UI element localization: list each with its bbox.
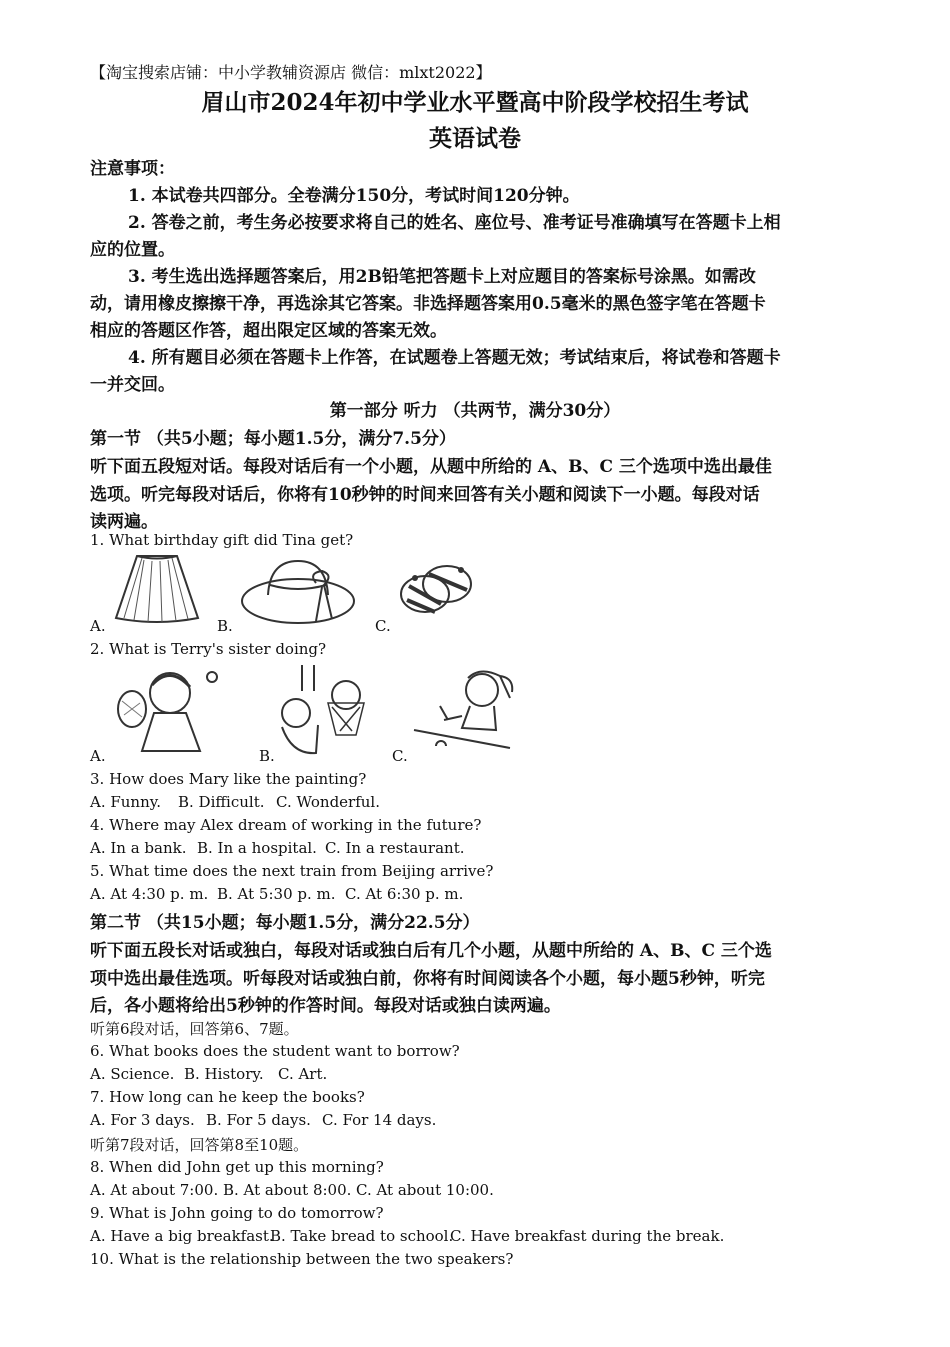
notice-item-2a: 2. 答卷之前，考生务必按要求将自己的姓名、座位号、准考证号准确填写在答题卡上相	[128, 213, 781, 233]
q9-option-c: C. Have breakfast during the break.	[450, 1227, 725, 1245]
q2-option-a: A.	[90, 747, 106, 765]
q1-option-a: A.	[90, 617, 106, 635]
q2-option-c: C.	[392, 747, 408, 765]
section1-instruction-a: 听下面五段短对话。每段对话后有一个小题，从题中所给的 A、B、C 三个选项中选出最佳	[90, 457, 772, 477]
dialogue-6-instruction: 听第6段对话，回答第6、7题。	[90, 1020, 299, 1038]
q4-option-a: A. In a bank.	[90, 839, 187, 857]
notice-item-4a: 4. 所有题目必须在答题卡上作答，在试题卷上答题无效；考试结束后，将试卷和答题卡	[128, 348, 781, 368]
girl-planting-picture	[410, 668, 518, 752]
q6-option-b: B. History.	[184, 1065, 264, 1083]
q7-option-b: B. For 5 days.	[206, 1111, 311, 1129]
sandals-picture	[395, 556, 477, 622]
q7-option-c: C. For 14 days.	[322, 1111, 437, 1129]
notice-item-1: 1. 本试卷共四部分。全卷满分150分，考试时间120分钟。	[128, 186, 580, 206]
q6-option-c: C. Art.	[278, 1065, 328, 1083]
question-10: 10. What is the relationship between the two speakers?	[90, 1250, 514, 1268]
notice-heading: 注意事项：	[90, 159, 175, 179]
notice-item-3b: 动，请用橡皮擦擦干净，再选涂其它答案。非选择题答案用0.5毫米的黑色签字笔在答题卡	[90, 294, 766, 314]
exam-subtitle: 英语试卷	[429, 125, 521, 152]
question-9: 9. What is John going to do tomorrow?	[90, 1204, 384, 1222]
q3-option-c: C. Wonderful.	[276, 793, 380, 811]
notice-item-2b: 应的位置。	[90, 240, 175, 260]
question-1: 1. What birthday gift did Tina get?	[90, 531, 354, 549]
question-4: 4. Where may Alex dream of working in the future?	[90, 816, 482, 834]
question-7: 7. How long can he keep the books?	[90, 1088, 365, 1106]
question-3: 3. How does Mary like the painting?	[90, 770, 367, 788]
q9-option-b: B. Take bread to school.	[270, 1227, 454, 1245]
q8-option-b: B. At about 8:00.	[223, 1181, 352, 1199]
section2-instruction-a: 听下面五段长对话或独白，每段对话或独白后有几个小题，从题中所给的 A、B、C 三个选	[90, 941, 772, 961]
q1-option-b: B.	[217, 617, 233, 635]
part1-heading: 第一部分 听力 （共两节，满分30分）	[329, 401, 621, 421]
skirt-picture	[112, 552, 202, 624]
section2-heading: 第二节 （共15小题；每小题1.5分，满分22.5分）	[90, 913, 480, 933]
shop-ad: 【淘宝搜索店铺：中小学教辅资源店 微信：mlxt2022】	[90, 63, 492, 82]
notice-item-4b: 一并交回。	[90, 375, 175, 395]
q5-option-b: B. At 5:30 p. m.	[217, 885, 336, 903]
hat-picture	[238, 555, 358, 627]
q5-option-c: C. At 6:30 p. m.	[345, 885, 464, 903]
q8-option-c: C. At about 10:00.	[356, 1181, 494, 1199]
q4-option-b: B. In a hospital.	[197, 839, 317, 857]
question-8: 8. When did John get up this morning?	[90, 1158, 384, 1176]
section2-instruction-b: 项中选出最佳选项。听每段对话或独白前，你将有时间阅读各个小题，每小题5秒钟，听完	[90, 969, 765, 989]
notice-item-3a: 3. 考生选出选择题答案后，用2B铅笔把答题卡上对应题目的答案标号涂黑。如需改	[128, 267, 756, 287]
notice-item-3c: 相应的答题区作答，超出限定区域的答案无效。	[90, 321, 447, 341]
q2-option-b: B.	[259, 747, 275, 765]
question-2: 2. What is Terry's sister doing?	[90, 640, 327, 658]
q7-option-a: A. For 3 days.	[90, 1111, 195, 1129]
question-6: 6. What books does the student want to borrow?	[90, 1042, 460, 1060]
girl-playing-badminton-picture	[112, 665, 224, 755]
section2-instruction-c: 后，各小题将给出5秒钟的作答时间。每段对话或独白读两遍。	[90, 996, 561, 1016]
section1-heading: 第一节 （共5小题；每小题1.5分，满分7.5分）	[90, 429, 456, 449]
question-5: 5. What time does the next train from Beijing arrive?	[90, 862, 494, 880]
boy-playing-basketball-picture	[272, 665, 368, 757]
dialogue-7-instruction: 听第7段对话，回答第8至10题。	[90, 1136, 309, 1154]
q9-option-a: A. Have a big breakfast.	[90, 1227, 274, 1245]
q6-option-a: A. Science.	[90, 1065, 175, 1083]
q4-option-c: C. In a restaurant.	[325, 839, 465, 857]
q3-option-a: A. Funny.	[90, 793, 162, 811]
exam-title: 眉山市2024年初中学业水平暨高中阶段学校招生考试	[201, 89, 749, 116]
q8-option-a: A. At about 7:00.	[90, 1181, 219, 1199]
q5-option-a: A. At 4:30 p. m.	[90, 885, 209, 903]
q1-option-c: C.	[375, 617, 391, 635]
q3-option-b: B. Difficult.	[178, 793, 265, 811]
section1-instruction-c: 读两遍。	[90, 512, 158, 532]
section1-instruction-b: 选项。听完每段对话后，你将有10秒钟的时间来回答有关小题和阅读下一小题。每段对话	[90, 485, 760, 505]
